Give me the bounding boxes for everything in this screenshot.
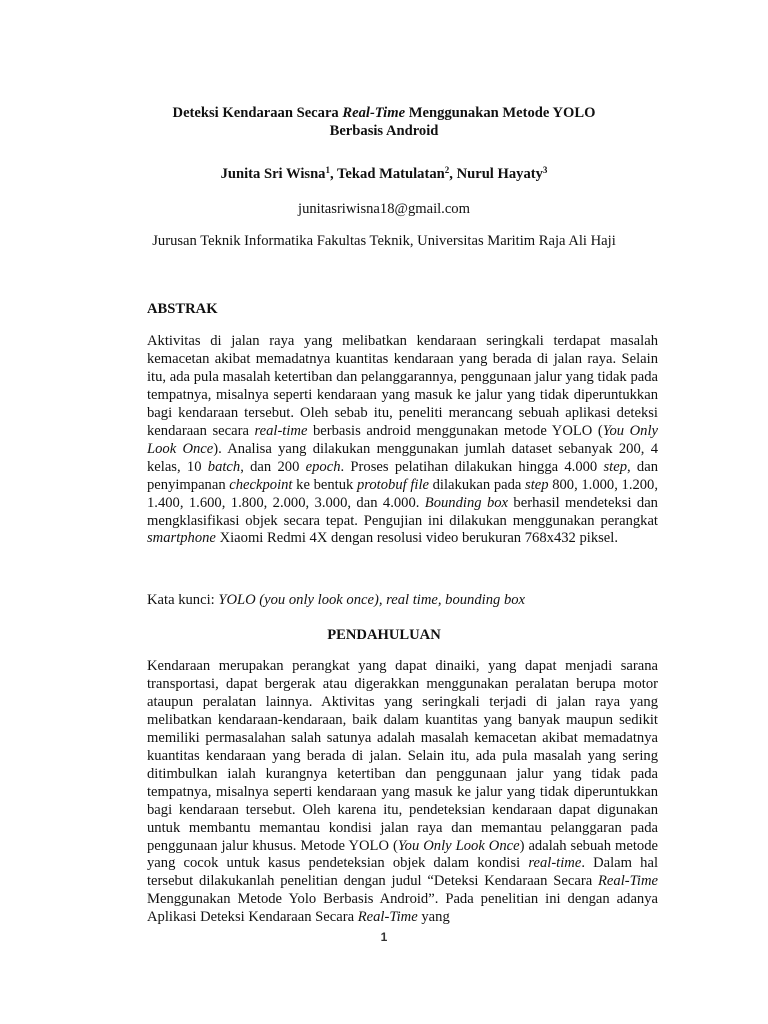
introduction-body: Kendaraan merupakan perangkat yang dapat dinaiki, yang dapat menjadi sarana transportasi, dapat bergerak atau digerakkan menggunakan peralatan berupa motor ataupun peralatan lainnya. Aktivitas yang seringkali terjadi di jalan raya yang melibatkan kendaraan-kendaraan, baik dalam kuantitas yang banyak maupun sedikit memiliki permasalahan salah satunya adalah masalah kemacetan akibat memadatnya kuantitas kendaraan yang berada di jalan. Selain itu, ada pula masalah yang sering ditimbulkan ialah kurangnya ketertiban dan penggunaan jalur yang tidak pada tempatnya, misalnya seperti kendaraan yang masuk ke jalur yang tidak diperuntukkan bagi kendaraan tersebut. Oleh karena itu, pendeteksian kendaraan dapat digunakan untuk membantu memantau kondisi jalan raya dan memantau pelanggaran pada penggunaan jalur khusus. Metode YOLO (You Only Look Once) adalah sebuah metode yang cocok untuk kasus pendeteksian objek dalam kondisi real-time. Dalam hal tersebut dilakukanlah penelitian dengan judul “Deteksi Kendaraan Secara Real-Time Menggunakan Metode Yolo Berbasis Android”. Pada penelitian ini dengan adanya Aplikasi Deteksi Kendaraan Secara Real-Time yang bbox=[147, 658, 659, 926]
affiliation: Jurusan Teknik Informatika Fakultas Teknik, Universitas Maritim Raja Ali Haji bbox=[152, 233, 616, 249]
page-number: 1 bbox=[380, 930, 388, 944]
author-email: junitasriwisna18@gmail.com bbox=[298, 201, 470, 217]
author-1: Junita Sri Wisna bbox=[220, 166, 326, 182]
abstract-heading: ABSTRAK bbox=[147, 301, 218, 317]
paper-title: Deteksi Kendaraan Secara Real-Time Menggunakan Metode YOLO Berbasis Android bbox=[172, 105, 596, 139]
introduction-heading: PENDAHULUAN bbox=[327, 627, 441, 643]
keywords: Kata kunci: YOLO (you only look once), real time, bounding box bbox=[147, 592, 526, 608]
abstract-body: Aktivitas di jalan raya yang melibatkan kendaraan seringkali terdapat masalah kemacetan akibat memadatnya kuantitas kendaraan yang berada di jalan raya. Selain itu, ada pula masalah ketertiban dan pelanggarannya, penggunaan jalur yang tidak pada tempatnya, misalnya seperti kendaraan yang masuk ke jalur yang tidak diperuntukkan bagi kendaraan tersebut. Oleh sebab itu, peneliti merancang sebuah aplikasi deteksi kendaraan secara real-time berbasis android menggunakan metode YOLO (You Only Look Once). Analisa yang dilakukan menggunakan jumlah dataset sebanyak 200, 4 kelas, 10 batch, dan 200 epoch. Proses pelatihan dilakukan hingga 4.000 step, dan penyimpanan checkpoint ke bentuk protobuf file dilakukan pada step 800, 1.000, 1.200, 1.400, 1.600, 1.800, 2.000, 3.000, dan 4.000. Bounding box berhasil mendeteksi dan mengklasifikasi objek secara tepat. Pengujian ini dilakukan menggunakan perangkat smartphone Xiaomi Redmi 4X dengan resolusi video berukuran 768x432 piksel. bbox=[147, 333, 659, 547]
author-list: Junita Sri Wisna$^1$, Tekad Matulatan$^2$, Nurul Hayaty$^3$ bbox=[220, 165, 548, 182]
author-2: Tekad Matulatan bbox=[337, 166, 445, 182]
author-3: Nurul Hayaty bbox=[456, 166, 543, 182]
